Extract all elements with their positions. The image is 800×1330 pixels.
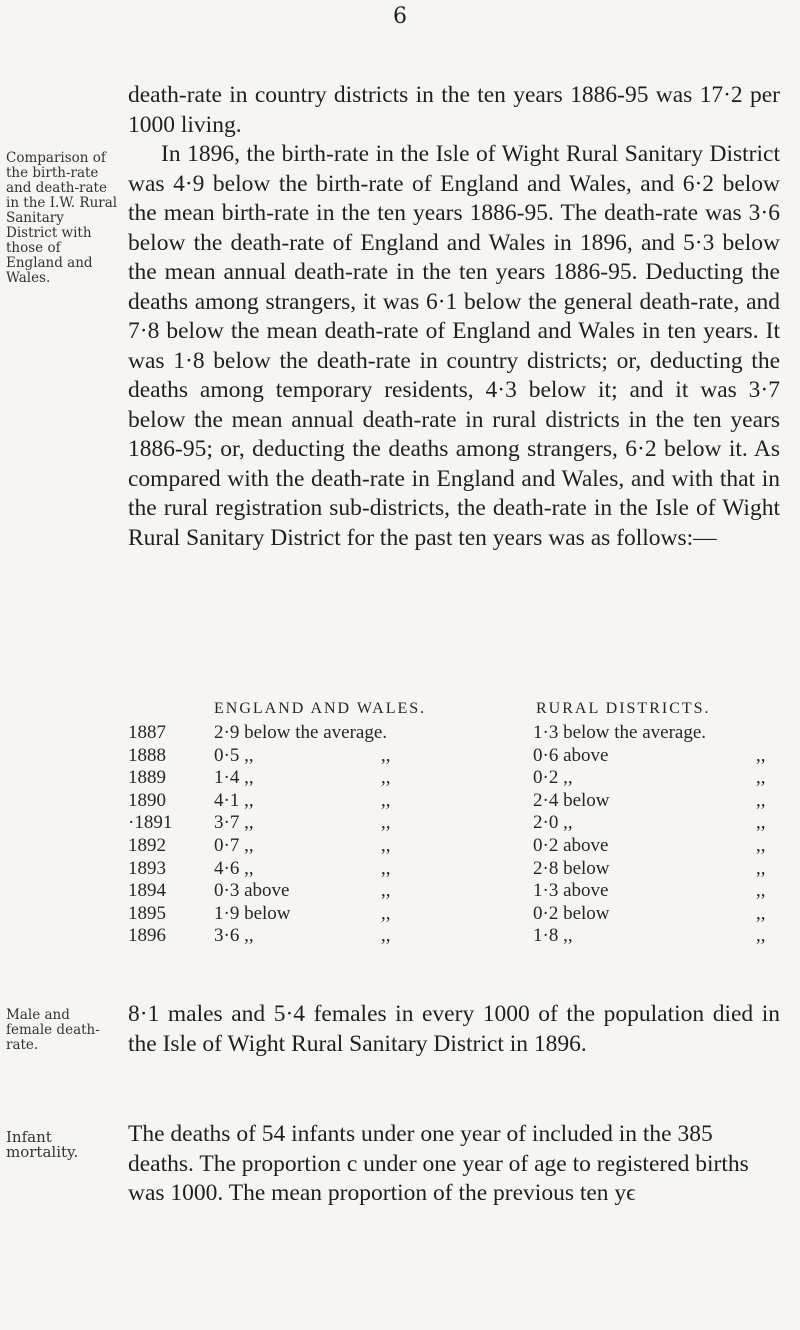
row-year: 1896 (128, 925, 166, 947)
table-row (128, 722, 793, 745)
row-england-value: 3·7 ,, (214, 812, 254, 834)
table-row (128, 925, 793, 948)
row-england-ditto: ,, (381, 744, 391, 766)
table-row (128, 903, 793, 926)
header-rural-districts: RURAL DISTRICTS. (536, 700, 711, 717)
row-england-value: 0·3 above (214, 880, 290, 902)
intro-paragraph: death-rate in country districts in the ten years 1886-95 was 17·2 per 1000 living. (128, 82, 780, 138)
row-england-ditto: ,, (381, 902, 391, 924)
row-year: 1893 (128, 857, 166, 879)
infant-paragraph: The deaths of 54 infants under one year of included in the 385 deaths. The proportion c under one year of age to registered births was 1000. The mean proportion of the previous ten yϵ (128, 1121, 749, 1206)
table-row (128, 745, 793, 768)
row-england-value: 1·9 below (214, 902, 291, 924)
header-england-wales: ENGLAND AND WALES. (214, 700, 427, 717)
table-row (128, 812, 793, 835)
table-row (128, 790, 793, 813)
row-year: 1888 (128, 744, 166, 766)
row-england-value: 3·6 ,, (214, 925, 254, 947)
row-rural-value: 0·2 below (533, 902, 610, 924)
row-rural-ditto: ,, (756, 857, 766, 879)
row-england-value: 0·5 ,, (214, 744, 254, 766)
row-england-value: 4·1 ,, (214, 789, 254, 811)
row-rural-value: 1·3 above (533, 880, 609, 902)
row-england-ditto: ,, (381, 880, 391, 902)
row-rural-value: 1·8 ,, (533, 925, 573, 947)
row-rural-ditto: ,, (756, 744, 766, 766)
row-england-ditto: ,, (381, 812, 391, 834)
row-rural-ditto: ,, (756, 789, 766, 811)
table-row (128, 880, 793, 903)
row-rural-value: 2·0 ,, (533, 812, 573, 834)
table-header (128, 700, 793, 722)
row-england-value: 2·9 below the average. (214, 722, 388, 743)
row-rural-ditto: ,, (756, 767, 766, 789)
sidenote-comparison: Comparison of the birth-rate and death-rate in the I.W. Rural Sanitary District with those of England and Wales. (6, 150, 118, 286)
row-rural-ditto: ,, (756, 925, 766, 947)
row-year: 1889 (128, 767, 166, 789)
row-england-ditto: ,, (381, 767, 391, 789)
row-year: 1887 (128, 722, 166, 743)
death-rate-comparison-table (128, 700, 793, 948)
sidenote-male-female: Male and female death-rate. (6, 1007, 100, 1053)
row-england-value: 1·4 ,, (214, 767, 254, 789)
row-rural-value: 2·4 below (533, 789, 610, 811)
row-england-ditto: ,, (381, 857, 391, 879)
row-year: 1894 (128, 880, 166, 902)
row-england-ditto: ,, (381, 834, 391, 856)
row-england-value: 4·6 ,, (214, 857, 254, 879)
row-year: 1890 (128, 789, 166, 811)
row-rural-value: 0·2 above (533, 834, 609, 856)
row-year: 1892 (128, 834, 166, 856)
row-rural-ditto: ,, (756, 880, 766, 902)
table-row (128, 767, 793, 790)
sidenote-infant-mortality: Infant mortality. (6, 1128, 79, 1161)
row-rural-ditto: ,, (756, 834, 766, 856)
male-female-paragraph: 8·1 males and 5·4 females in every 1000 of the population died in the Isle of Wight Rural Sanitary District in 1896. (128, 1001, 780, 1057)
row-rural-ditto: ,, (756, 812, 766, 834)
row-rural-ditto: ,, (756, 902, 766, 924)
table-row (128, 858, 793, 881)
row-rural-value: 2·8 below (533, 857, 610, 879)
row-england-ditto: ,, (381, 789, 391, 811)
page-number: 6 (393, 4, 407, 29)
row-england-ditto: ,, (381, 925, 391, 947)
table-row (128, 835, 793, 858)
main-paragraph: In 1896, the birth-rate in the Isle of Wight Rural Sanitary District was 4·9 below the birth-rate of England and Wales, and 6·2 below the mean birth-rate in the ten years 1886-95. The death-rate was 3·6 below the death-rate of England and Wales in 1896, and 5·3 below the mean annual death-rate in the ten years 1886-95. Deducting the deaths among strangers, it was 6·1 below the general death-rate, and 7·8 below the mean death-rate of England and Wales in ten years. It was 1·8 below the death-rate in country districts; or, deducting the deaths among temporary residents, 4·3 below it; and it was 3·7 below the mean annual death-rate in rural districts in the ten years 1886-95; or, deducting the deaths among strangers, 6·2 below it. As compared with the death-rate in England and Wales, and with that in the rural registration sub-districts, the death-rate in the Isle of Wight Rural Sanitary District for the past ten years was as follows:— (128, 141, 780, 551)
row-england-value: 0·7 ,, (214, 834, 254, 856)
row-rural-value: 0·2 ,, (533, 767, 573, 789)
row-year: ·1891 (128, 812, 173, 834)
row-year: 1895 (128, 902, 166, 924)
row-rural-value: 1·3 below the average. (533, 722, 707, 743)
row-rural-value: 0·6 above (533, 744, 609, 766)
